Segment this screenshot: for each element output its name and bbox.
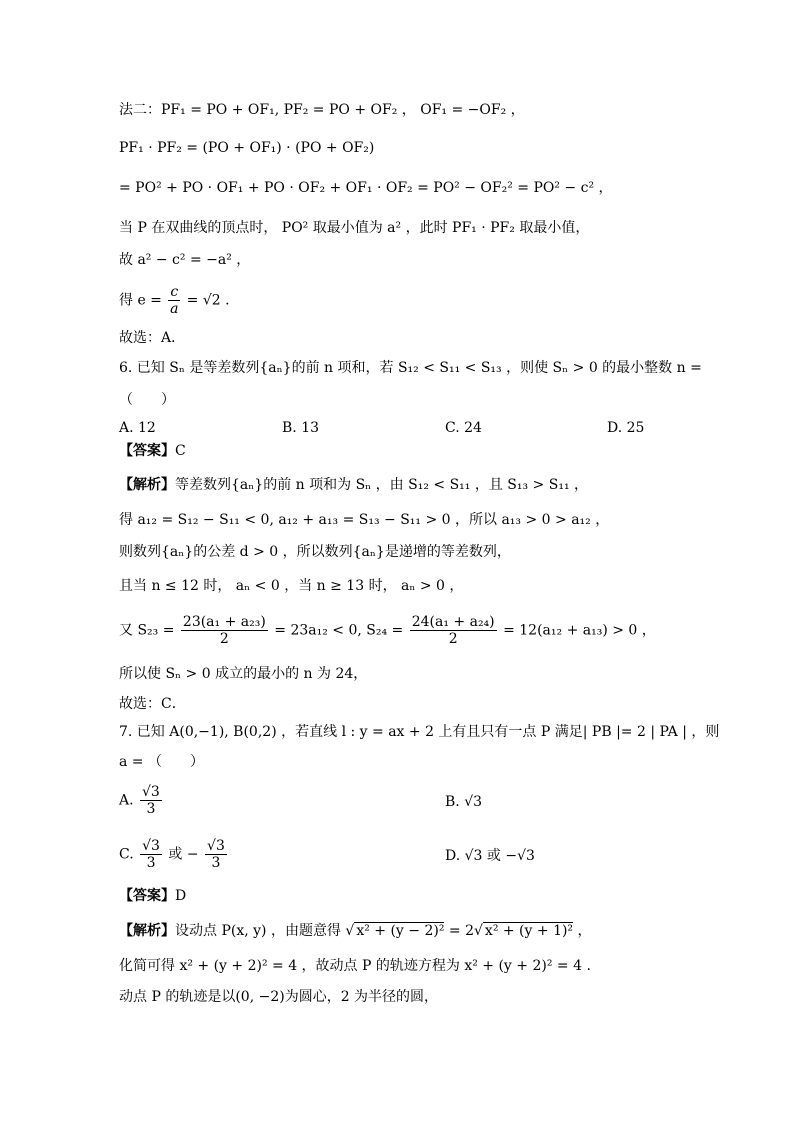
analysis-tag: 【解析】 [119,923,175,939]
method2-line-5: 故 a² − c² = −a² ， [119,252,251,268]
q6-option-b: B. 13 [282,420,320,436]
fraction-denominator: 3 [146,855,156,871]
q6-option-d: D. 25 [607,420,645,436]
eccentricity-result: = √2 . [186,292,230,309]
radicand-2: x² + (y + 1)² [484,923,574,939]
answer-tag: 【答案】 [119,888,175,904]
q6-option-a: A. 12 [119,420,156,436]
analysis-tag: 【解析】 [119,477,175,493]
fraction-c-over-a [168,284,180,317]
q7-option-b: B. √3 [445,794,483,810]
answer-value: D [175,888,187,904]
q6-stem: 6. 已知 Sₙ 是等差数列{aₙ}的前 n 项和，若 S₁₂ < S₁₁ < S₁₃ ，则使 Sₙ > 0 的最小整数 n = [119,360,702,376]
q7-option-a [119,784,164,817]
fraction-numerator: √3 [142,784,160,800]
method2-line-4: 当 P 在双曲线的顶点时， PO² 取最小值为 a² ，此时 PF₁ · PF₂ 取最小值， [119,220,590,236]
method2-line-1: 法二：PF₁ = PO + OF₁, PF₂ = PO + OF₂ ， OF₁ = −OF₂ ， [119,102,525,118]
equals-two: = 2 [448,923,474,939]
fraction-s24 [410,614,497,647]
q7-analysis-3: 动点 P 的轨迹是以(0, −2)为圆心，2 为半径的圆， [119,989,439,1005]
method2-choice: 故选：A． [119,330,186,346]
fraction-denominator: 2 [448,631,458,647]
option-label: A. [119,792,134,809]
fraction-numerator: c [170,284,179,300]
fraction-sqrt3-over-3 [140,838,162,871]
q6-paren: （ ） [119,392,175,408]
fraction-denominator: 3 [211,855,221,871]
q7-option-c [119,838,229,871]
answer-tag: 【答案】 [119,443,175,459]
s23-prefix: 又 S₂₃ = [119,622,175,639]
radical-sign: √ [474,923,483,939]
q6-analysis-4: 且当 n ≤ 12 时， aₙ < 0 ，当 n ≥ 13 时， aₙ > 0 ， [119,578,464,594]
fraction-numerator: √3 [207,838,225,854]
q6-choice: 故选：C． [119,696,186,712]
q6-analysis-3: 则数列{aₙ}的公差 d > 0 ，所以数列{aₙ}是递增的等差数列， [119,544,511,560]
q7-option-d: D. √3 或 −√3 [445,848,535,864]
q7-analysis-1 [119,921,592,941]
method2-line-6 [119,284,230,317]
fraction-numerator: 24(a₁ + a₂₄) [411,614,495,630]
fraction-s23 [181,614,268,647]
analysis-text: 设动点 P(x, y) ，由题意得 [175,923,341,939]
comma: ， [577,923,592,939]
option-label: C. [119,846,134,863]
radicand-1: x² + (y − 2)² [356,923,445,939]
q7-stem-2: a = （ ） [119,754,204,770]
eccentricity-prefix: 得 e = [119,292,162,309]
q6-answer [119,441,186,461]
fraction-sqrt3-over-3 [205,838,227,871]
fraction-numerator: 23(a₁ + a₂₃) [182,614,266,630]
fraction-sqrt3-over-3 [140,784,162,817]
q7-analysis-2: 化简可得 x² + (y + 2)² = 4 ，故动点 P 的轨迹方程为 x² + (y + 2)² = 4 . [119,958,591,974]
fraction-denominator: a [170,301,179,317]
q6-analysis-6: 所以使 Sₙ > 0 成立的最小的 n 为 24， [119,666,368,682]
answer-value: C [175,443,186,459]
or-minus: 或 − [168,846,199,863]
q7-stem: 7. 已知 A(0,−1), B(0,2) ，若直线 l : y = ax + 2 上有且只有一点 P 满足| PB |= 2 | PA | ，则 [119,724,720,740]
q7-answer [119,886,186,906]
q6-option-c: C. 24 [445,420,482,436]
analysis-text: 等差数列{aₙ}的前 n 项和为 Sₙ ，由 S₁₂ < S₁₁ ，且 S₁₃ > S₁₁ ， [175,477,589,493]
s24-result: = 12(a₁₂ + a₁₃) > 0 ， [503,622,656,639]
q6-analysis-1 [119,475,588,495]
method2-line-3: = PO² + PO · OF₁ + PO · OF₂ + OF₁ · OF₂ = PO² − OF₂² = PO² − c² ， [119,180,613,196]
fraction-numerator: √3 [142,838,160,854]
radical-sign: √ [345,923,355,939]
fraction-denominator: 2 [219,631,229,647]
q6-analysis-2: 得 a₁₂ = S₁₂ − S₁₁ < 0, a₁₂ + a₁₃ = S₁₃ − S₁₁ > 0 ，所以 a₁₃ > 0 > a₁₂ ， [119,512,610,528]
s23-mid: = 23a₁₂ < 0, S₂₄ = [274,622,404,639]
fraction-denominator: 3 [146,801,156,817]
q6-analysis-5 [119,614,656,647]
method2-line-2: PF₁ · PF₂ = (PO + OF₁) · (PO + OF₂) [119,140,375,156]
